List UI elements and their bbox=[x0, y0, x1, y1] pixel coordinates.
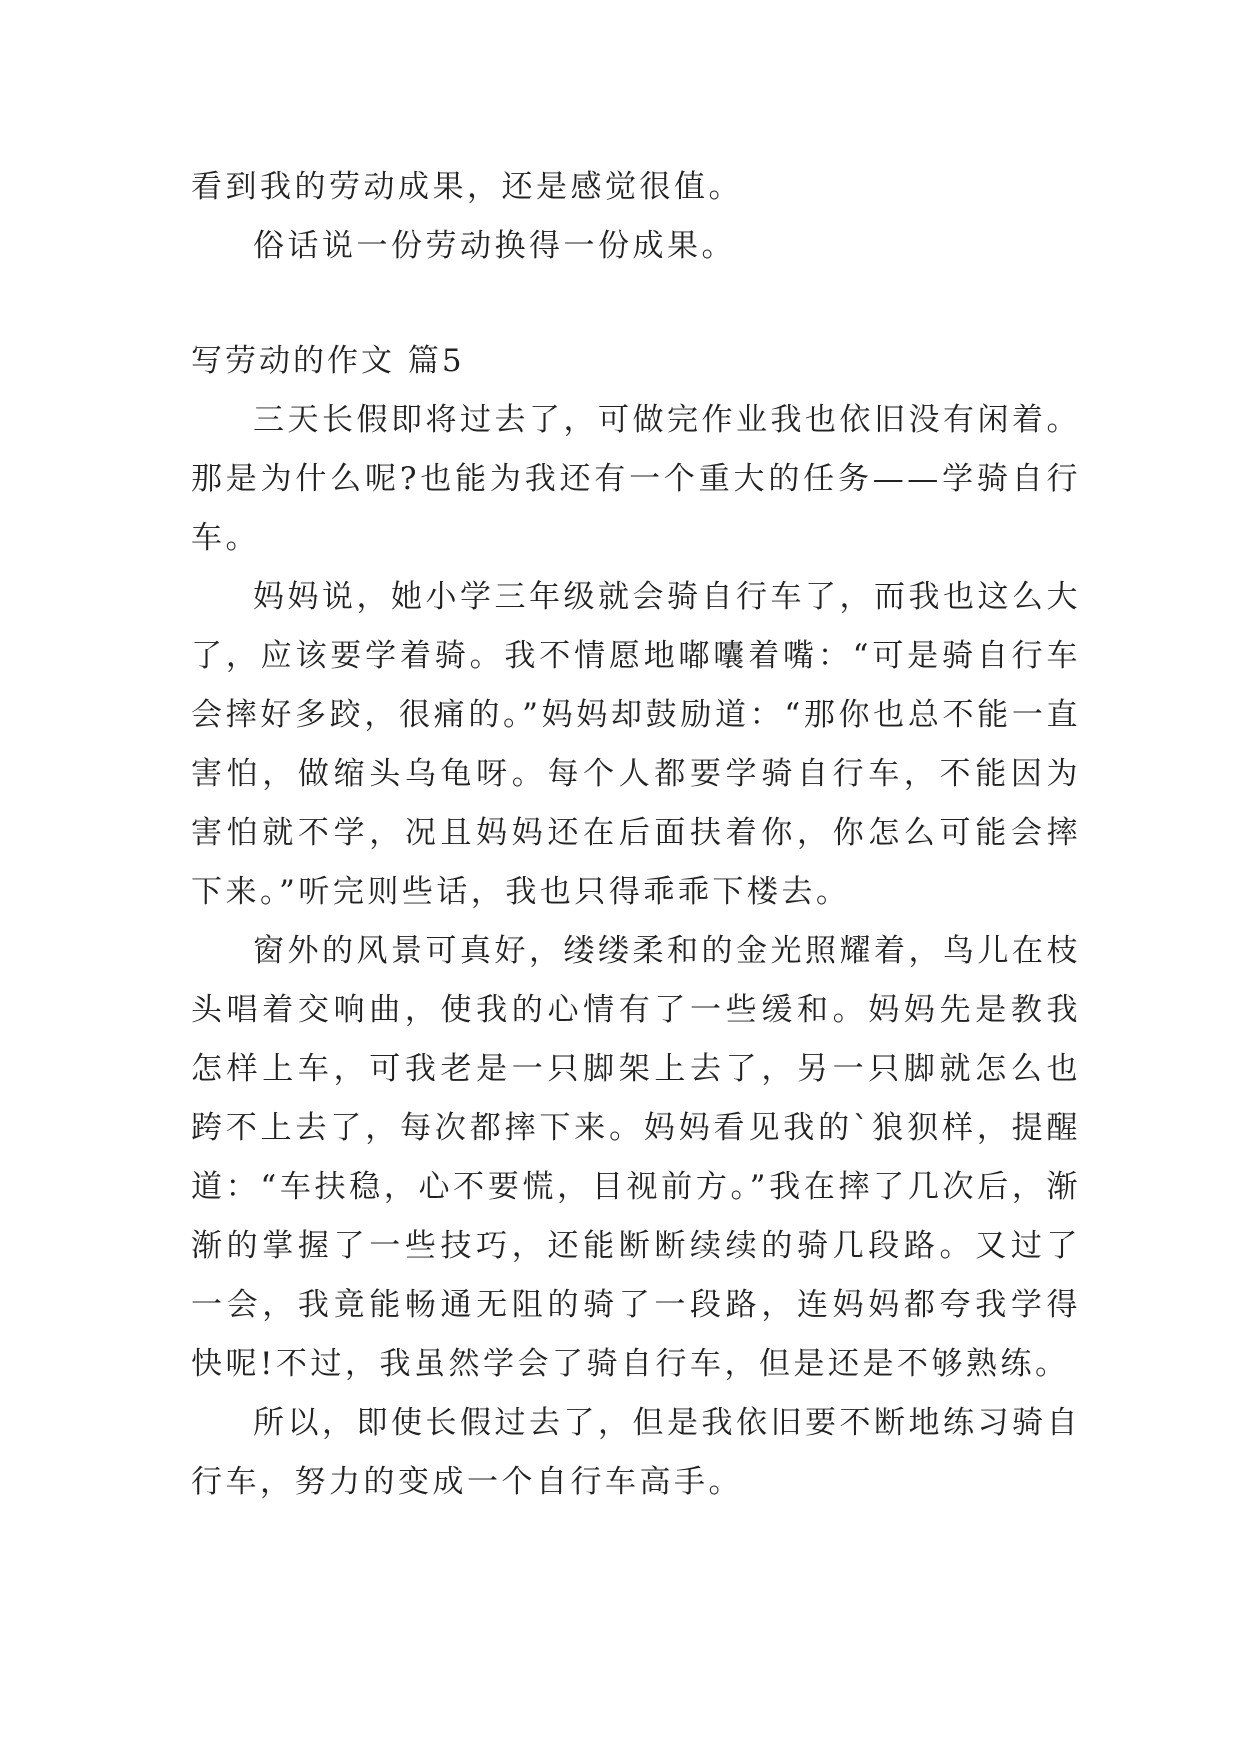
paragraph-4: 所以，即使长假过去了，但是我依旧要不断地练习骑自行车，努力的变成一个自行车高手。 bbox=[191, 1405, 1081, 1500]
continued-paragraph: 看到我的劳动成果，还是感觉很值。 bbox=[191, 169, 743, 205]
paragraph-2: 妈妈说，她小学三年级就会骑自行车了，而我也这么大了，应该要学着骑。我不情愿地嘟囔着嘴：“可是骑自行车会摔好多跤，很痛的。”妈妈却鼓励道：“那你也总不能一直害怕，做缩头乌龟呀。每个人都要学骑自行车，不能因为害怕就不学，况且妈妈还在后面扶着你，你怎么可能会摔下来。”听完则些话，我也只得乖乖下楼去。 bbox=[191, 579, 1081, 910]
closing-line: 俗话说一份劳动换得一份成果。 bbox=[253, 228, 736, 264]
paragraph-1: 三天长假即将过去了，可做完作业我也依旧没有闲着。那是为什么呢?也能为我还有一个重大的任务——学骑自行车。 bbox=[191, 402, 1081, 556]
document-body bbox=[191, 158, 1081, 1512]
paragraph-3: 窗外的风景可真好，缕缕柔和的金光照耀着，鸟儿在枝头唱着交响曲，使我的心情有了一些缓和。妈妈先是教我怎样上车，可我老是一只脚架上去了，另一只脚就怎么也跨不上去了，每次都摔下来。妈妈看见我的`狼狈样，提醒道：“车扶稳，心不要慌，目视前方。”我在摔了几次后，渐渐的掌握了一些技巧，还能断断续续的骑几段路。又过了一会，我竟能畅通无阻的骑了一段路，连妈妈都夸我学得快呢!不过，我虽然学会了骑自行车，但是还是不够熟练。 bbox=[191, 933, 1081, 1382]
section-heading: 写劳动的作文 篇5 bbox=[191, 343, 465, 379]
